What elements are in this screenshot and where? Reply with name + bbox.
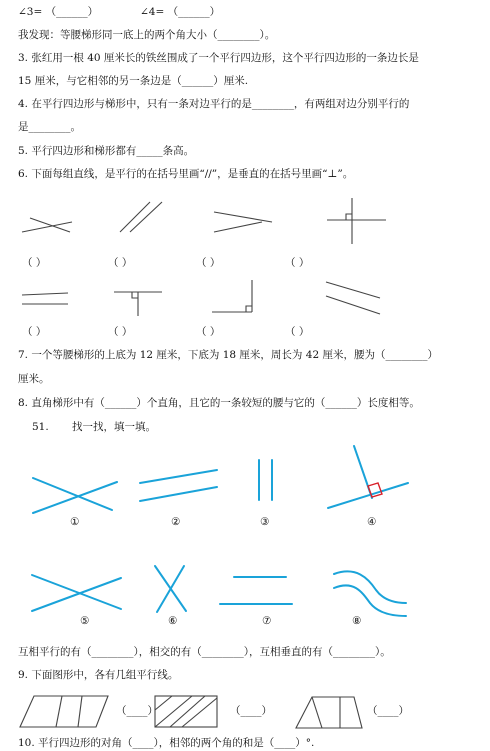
question-8: 8. 直角梯形中有（______）个直角，且它的一条较短的腰与它的（______）长度相等。 — [18, 397, 420, 409]
q9-blank-1: （____） — [116, 705, 158, 717]
blue-figure-5 — [32, 575, 121, 611]
q6-paren-4: （ ） — [285, 257, 310, 269]
blue-figure-3 — [259, 460, 272, 500]
q6-paren-2: （ ） — [108, 257, 133, 269]
q6-paren-8: （ ） — [285, 326, 310, 338]
q6-figure-8 — [326, 282, 380, 314]
blue-figure-7 — [220, 577, 292, 604]
q6-figure-2 — [120, 202, 162, 232]
q6-paren-7: （ ） — [196, 326, 221, 338]
q6-paren-6: （ ） — [108, 326, 133, 338]
question-5: 5. 平行四边形和梯形都有_____条高。 — [18, 145, 195, 157]
question-4-line-2: 是________。 — [18, 121, 81, 133]
q6-paren-5: （ ） — [22, 326, 47, 338]
q9-shape-3 — [296, 697, 362, 728]
discovery-line: 我发现：等腰梯形同一底上的两个角大小（________）。 — [18, 29, 276, 41]
q6-figure-4 — [327, 198, 386, 244]
blue-figure-8 — [334, 571, 406, 616]
figure-label-4: ④ — [367, 516, 377, 528]
q6-figure-5 — [22, 293, 68, 304]
q9-blank-3: （____） — [367, 705, 409, 717]
angle4-line: ∠4= （______） — [140, 6, 221, 18]
blue-figure-4 — [328, 446, 408, 508]
blue-figure-1 — [33, 478, 117, 513]
q6-paren-1: （ ） — [22, 257, 47, 269]
question-6: 6. 下面每组直线，是平行的在括号里画“//”，是垂直的在括号里画“⊥”。 — [18, 168, 354, 180]
question-51-answer: 互相平行的有（________），相交的有（________），互相垂直的有（________）。 — [18, 646, 391, 658]
q9-blank-2: （____） — [230, 705, 272, 717]
figure-label-2: ② — [171, 516, 181, 528]
q9-shape-2 — [155, 696, 217, 727]
q6-figure-6 — [114, 292, 162, 316]
question-3-line-2: 15 厘米，与它相邻的另一条边是（______）厘米. — [18, 75, 249, 87]
figure-label-3: ③ — [260, 516, 270, 528]
question-51-number: 51. — [32, 421, 49, 433]
question-10: 10. 平行四边形的对角（____），相邻的两个角的和是（____）°. — [18, 737, 315, 749]
angle3-line: ∠3= （______） — [18, 6, 99, 18]
question-51-title: 找一找，填一填。 — [72, 421, 156, 433]
q9-shape-1 — [20, 696, 108, 727]
q6-figure-1 — [22, 218, 72, 232]
question-9: 9. 下面图形中，各有几组平行线。 — [18, 669, 179, 681]
question-3-line-1: 3. 张红用一根 40 厘米长的铁丝围成了一个平行四边形，这个平行四边形的一条边长是 — [18, 52, 419, 64]
blue-figure-2 — [140, 470, 217, 501]
question-7-line-1: 7. 一个等腰梯形的上底为 12 厘米，下底为 18 厘米，周长为 42 厘米，腰为（________） — [18, 349, 438, 361]
blue-figure-6 — [155, 566, 186, 612]
q6-figure-7 — [212, 280, 252, 312]
figure-label-5: ⑤ — [80, 615, 90, 627]
figure-label-6: ⑥ — [168, 615, 178, 627]
question-7-line-2: 厘米。 — [18, 373, 50, 385]
figure-label-7: ⑦ — [262, 615, 272, 627]
q6-figure-3 — [214, 212, 272, 232]
figure-label-8: ⑧ — [352, 615, 362, 627]
figure-label-1: ① — [70, 516, 80, 528]
question-4-line-1: 4. 在平行四边形与梯形中，只有一条对边平行的是________，有两组对边分别平行的 — [18, 98, 410, 110]
q6-paren-3: （ ） — [196, 257, 221, 269]
